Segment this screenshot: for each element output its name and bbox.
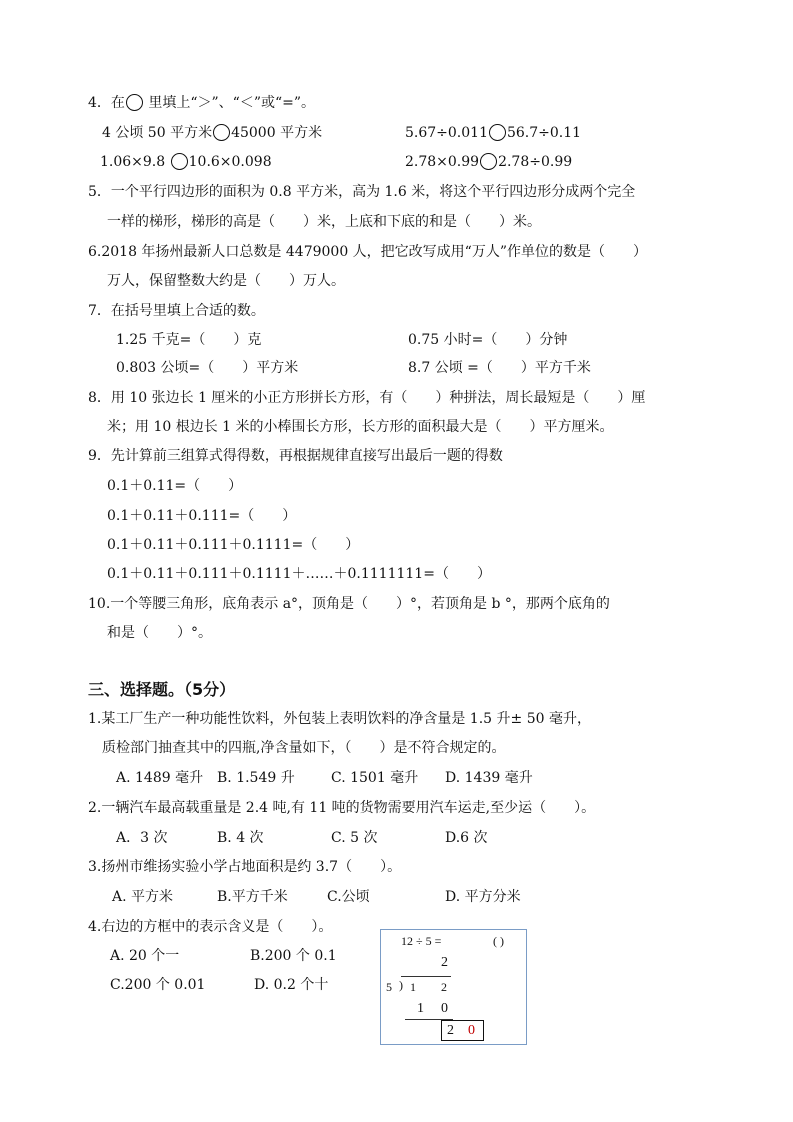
q7-item: 1.25 千克=（ ）克 (116, 332, 262, 348)
product-digit: 0 (441, 1001, 448, 1016)
q7-item: 8.7 公顷 =（ ）平方千米 (408, 360, 591, 376)
option[interactable]: B.平方千米 (217, 889, 288, 905)
long-division-figure (380, 929, 527, 1045)
q7-stem: 7．在括号里填上合适的数。 (88, 303, 265, 319)
option[interactable]: B. 4 次 (217, 830, 264, 846)
q4-item (405, 123, 581, 143)
expr: 1.06×9.8 (100, 154, 166, 170)
divisor: 5 (386, 980, 392, 994)
option[interactable]: C.200 个 0.01 (110, 977, 206, 993)
q9-item: 0.1＋0.11＋0.111＋0.1111=（ ） (107, 537, 360, 553)
expr: 56.7÷0.11 (506, 125, 582, 141)
q7-item: 0.75 小时=（ ）分钟 (408, 332, 568, 348)
c2-line: 2.一辆汽车最高载重量是 2.4 吨,有 11 吨的货物需要用汽车运走,至少运（ ）。 (88, 800, 596, 816)
q10-line: 10.一个等腰三角形，底角表示 a°，顶角是（ ）°，若顶角是 b °，那两个底角的 (88, 596, 610, 612)
blank-circle[interactable] (126, 94, 143, 111)
expr: 4 公顷 50 平方米 (102, 125, 213, 141)
c4-line: 4.右边的方框中的表示含义是（ ）。 (88, 919, 333, 935)
q9-item: 0.1＋0.11=（ ） (107, 478, 243, 494)
option[interactable]: B. 1.549 升 (217, 770, 295, 786)
product-digit: 1 (417, 1001, 424, 1016)
option[interactable]: A. 1489 毫升 (116, 770, 204, 786)
expr: 2.78÷0.99 (498, 154, 573, 170)
c3-line: 3.扬州市维扬实验小学占地面积是约 3.7（ ）。 (88, 859, 402, 875)
option[interactable]: D. 1439 毫升 (445, 770, 533, 786)
q4-stem-text: 里填上“＞”、“＜”或“=”。 (143, 95, 316, 111)
option[interactable]: C.公顷 (327, 889, 370, 905)
expr: 10.6×0.098 (188, 154, 272, 170)
q6-line: 6.2018 年扬州最新人口总数是 4479000 人，把它改写成用“万人”作单位的数是（ ） (88, 244, 648, 260)
dividend-digit: 2 (441, 980, 447, 994)
division-bar (401, 976, 451, 977)
blank-circle[interactable] (489, 124, 506, 141)
q9-item: 0.1＋0.11＋0.111＋0.1111＋……＋0.1111111=（ ） (107, 566, 491, 582)
option[interactable]: A. 20 个一 (110, 948, 180, 964)
answer-paren: ( ) (493, 934, 504, 948)
q4-item (102, 123, 322, 143)
expr: 45000 平方米 (231, 125, 323, 141)
appended-zero: 0 (468, 1023, 475, 1038)
blank-circle[interactable] (213, 124, 230, 141)
quotient: 2 (441, 955, 448, 970)
q7-item: 0.803 公顷=（ ）平方米 (116, 360, 299, 376)
q9-stem: 9．先计算前三组算式得得数，再根据规律直接写出最后一题的得数 (88, 448, 503, 464)
option[interactable]: D. 平方分米 (445, 889, 521, 905)
expr: 5.67÷0.011 (405, 125, 488, 141)
option[interactable]: D. 0.2 个十 (254, 977, 329, 993)
q8-line: 8．用 10 张边长 1 厘米的小正方形拼长方形，有（ ）种拼法，周长最短是（ ）厘 (88, 390, 646, 406)
remainder-digit: 2 (447, 1023, 454, 1038)
division-equation: 12 ÷ 5 = (401, 934, 442, 948)
option[interactable]: D.6 次 (445, 830, 488, 846)
q4-item (100, 152, 272, 172)
expr: 2.78×0.99 (405, 154, 480, 170)
option[interactable]: A．3 次 (116, 830, 168, 846)
q4-item (405, 152, 572, 172)
option[interactable]: C. 5 次 (331, 830, 378, 846)
q6-line: 万人，保留整数大约是（ ）万人。 (107, 273, 345, 289)
c1-line: 质检部门抽查其中的四瓶,净含量如下，（ ）是不符合规定的。 (102, 740, 506, 756)
q8-line: 米；用 10 根边长 1 米的小棒围长方形，长方形的面积最大是（ ）平方厘米。 (107, 419, 614, 435)
option[interactable]: A. 平方米 (112, 889, 174, 905)
division-bracket: ) (399, 978, 403, 992)
q5-line: 5．一个平行四边形的面积为 0.8 平方米，高为 1.6 米，将这个平行四边形分成两个完全 (88, 184, 636, 200)
q5-line: 一样的梯形，梯形的高是（ ）米，上底和下底的和是（ ）米。 (107, 214, 541, 230)
c1-line: 1.某工厂生产一种功能性饮料，外包装上表明饮料的净含量是 1.5 升± 50 毫升， (88, 711, 591, 727)
dividend-digit: 1 (410, 980, 416, 994)
q10-line: 和是（ ）°。 (107, 625, 212, 641)
q4-stem (88, 93, 315, 113)
q4-stem-text: 4．在 (88, 95, 125, 111)
option[interactable]: B.200 个 0.1 (250, 948, 337, 964)
blank-circle[interactable] (171, 153, 188, 170)
option[interactable]: C. 1501 毫升 (331, 770, 419, 786)
blank-circle[interactable] (480, 153, 497, 170)
q9-item: 0.1＋0.11＋0.111=（ ） (107, 508, 297, 524)
section-heading: 三、选择题。（5分） (88, 680, 236, 699)
